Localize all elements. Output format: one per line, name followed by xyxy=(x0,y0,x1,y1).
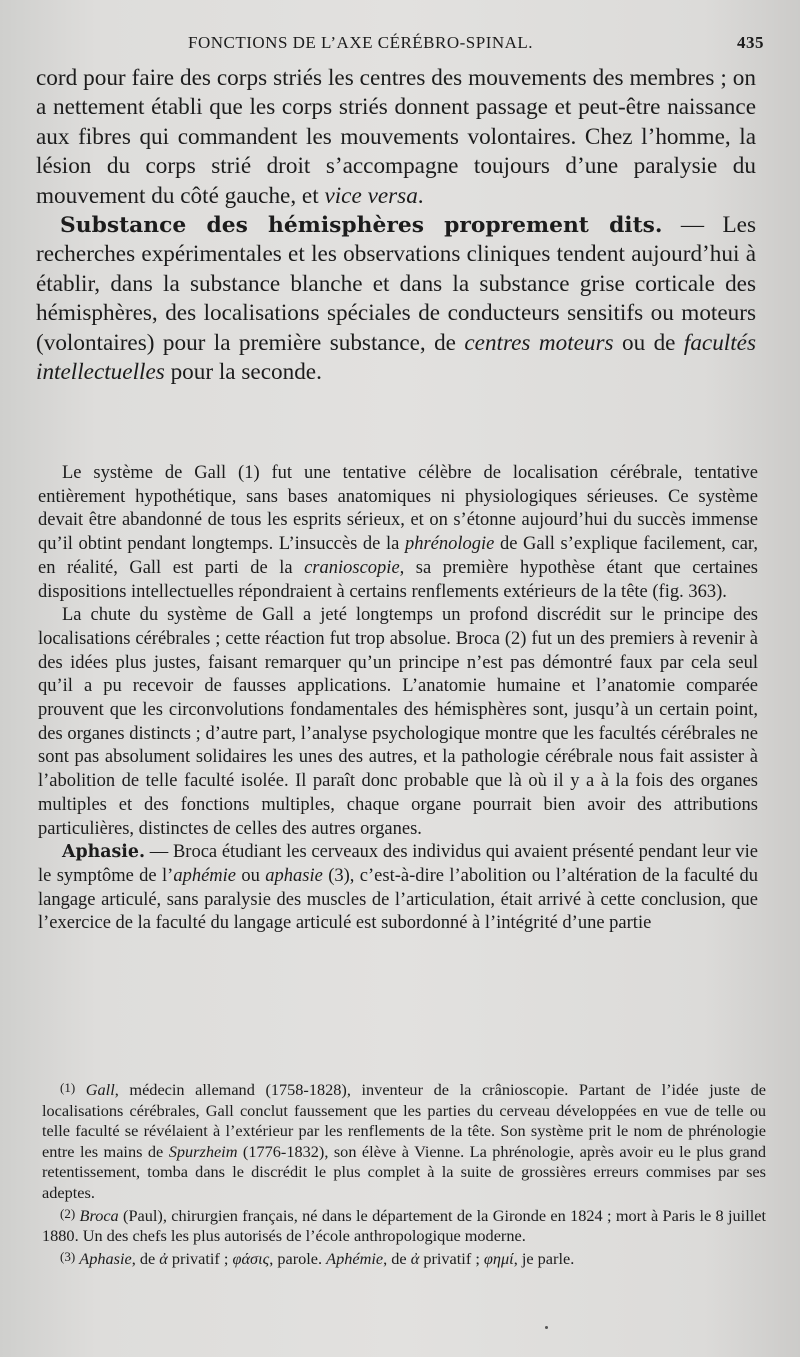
page-number: 435 xyxy=(737,33,764,52)
footnotes xyxy=(42,1078,766,1269)
paragraph-hemispheres: Substance des hémisphères proprement dits. — Les recherches expérimentales et les observations cliniques tendent aujourd’hui à établir, dans la substance blanche et dans la substance grise corticale des hémisphères, des localisations spéciales de conducteurs sensitifs ou moteurs (volontaires) pour la première substance, de centres moteurs ou de facultés intellectuelles pour la seconde. xyxy=(36,212,756,386)
main-text-small xyxy=(38,462,758,936)
paragraph-aphasie: Aphasie. — Broca étudiant les cerveaux des individus qui avaient présenté pendant leur vie le symptôme de l’aphémie ou aphasie (3), c’est-à-dire l’abolition ou l’altération de la faculté du langage articulé, sans paralysie des muscles de l’articulation, était arrivé à cette conclusion, que l’exercice de la faculté du langage articulé est subordonné à l’intégrité d’une partie xyxy=(38,842,759,934)
section-heading-aphasie: Aphasie. xyxy=(62,842,146,863)
print-speck xyxy=(545,1326,548,1329)
paragraph-corps-stries: cord pour faire des corps striés les centres des mouvements des membres ; on a nettement établi que les corps striés donnent passage et peut-être naissance aux fibres qui commandent les mouvements volontaires. Chez l’homme, la lésion du corps strié droit s’accompagne toujours d’une paralysie du mouvement du côté gauche, et vice versa. xyxy=(36,65,756,209)
footnote-3: (3) Aphasie, de ἀ privatif ; φάσις, parole. Aphémie, de ἀ privatif ; φημί, je parle. xyxy=(60,1248,575,1268)
paragraph-gall: Le système de Gall (1) fut une tentative célèbre de localisation cérébrale, tentative entièrement hypothétique, sans bases anatomiques ni physiologiques sérieuses. Ce système devait être abandonné de tous les esprits sérieux, et on s’étonne aujourd’hui du succès immense qu’il obtint pendant longtemps. L’insuccès de la phrénologie de Gall s’explique facilement, car, en réalité, Gall est parti de la cranioscopie, sa première hypothèse étant que certaines dispositions intellectuelles répondraient à certains renflements extérieurs de la tête (fig. 363). xyxy=(38,463,758,602)
footnote-2: (2) Broca (Paul), chirurgien français, né dans le département de la Gironde en 1824 ; mort à Paris le 8 juillet 1880. Un des chefs les plus autorisés de l’école anthropologique moderne. xyxy=(42,1205,766,1246)
page-header xyxy=(36,33,764,57)
paragraph-chute-gall: La chute du système de Gall a jeté longtemps un profond discrédit sur le principe des localisations cérébrales ; cette réaction fut trop absolue. Broca (2) fut un des premiers à revenir à des idées plus justes, faisant remarquer qu’un principe n’est pas démontré faux par cela seul qu’il a pu recevoir de fausses applications. L’anatomie humaine et l’anatomie comparée prouvent que les circonvolutions fondamentales des hémisphères sont, jusqu’à un certain point, des organes distincts ; d’autre part, l’analyse psychologique montre que les facultés cérébrales ne sont pas absolument solidaires les unes des autres, et la pathologie cérébrale nous fait assister à l’abolition de telle faculté isolée. Il paraît donc probable que là où il y a à la fois des organes multiples et des fonctions multiples, chaque organe pourrait bien avoir des attributions particulières, distinctes de celles des autres organes. xyxy=(38,605,758,839)
section-heading-hemispheres: Substance des hémisphères proprement dits. xyxy=(60,213,663,239)
running-title: FONCTIONS DE L’AXE CÉRÉBRO-SPINAL. xyxy=(188,33,534,52)
footnote-1: (1) Gall, médecin allemand (1758-1828), inventeur de la crânioscopie. Partant de l’idée juste de localisations cérébrales, Gall conclut faussement que les parties du cerveau développées en vue de telle ou telle faculté se révélaient à l’extérieur par les renflements de la tête. Son système prit le nom de phrénologie entre les mains de Spurzheim (1776-1832), son élève à Vienne. La phrénologie, après avoir eu le plus grand retentissement, tomba dans le discrédit le plus complet à la suite de grossières erreurs commises par ses adeptes. xyxy=(42,1080,767,1202)
italic-vice-versa: vice versa xyxy=(324,182,418,209)
main-text-large xyxy=(36,64,756,387)
